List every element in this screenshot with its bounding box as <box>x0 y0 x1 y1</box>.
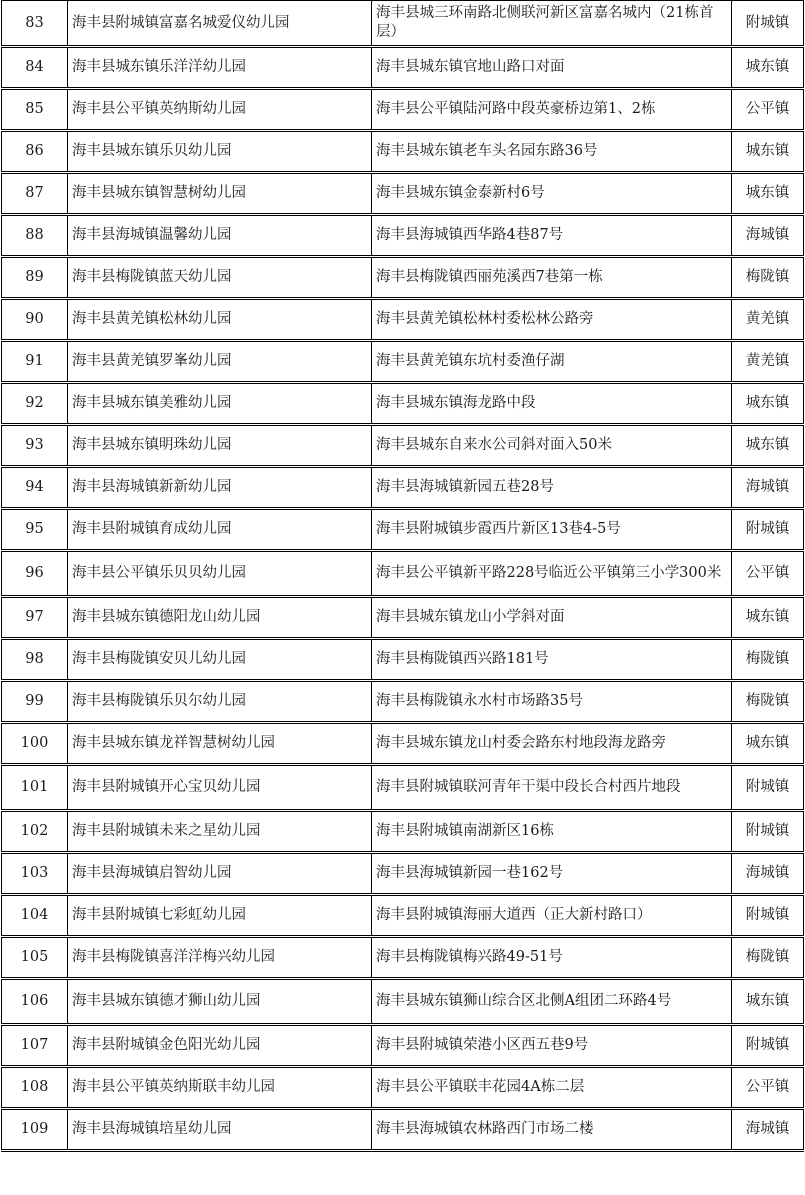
town-name: 海城镇 <box>732 853 804 895</box>
row-number: 94 <box>2 467 68 509</box>
town-name: 海城镇 <box>732 1109 804 1151</box>
town-name: 城东镇 <box>732 131 804 173</box>
row-number: 93 <box>2 425 68 467</box>
row-number: 99 <box>2 681 68 723</box>
row-number: 108 <box>2 1067 68 1109</box>
town-name: 城东镇 <box>732 383 804 425</box>
row-number: 83 <box>2 1 68 47</box>
kindergarten-address: 海丰县城东镇龙山村委会路东村地段海龙路旁 <box>372 723 732 765</box>
kindergarten-name: 海丰县附城镇开心宝贝幼儿园 <box>68 765 372 811</box>
table-row <box>2 895 804 937</box>
kindergarten-address: 海丰县公平镇陆河路中段英豪桥边第1、2栋 <box>372 89 732 131</box>
kindergarten-address: 海丰县海城镇新园五巷28号 <box>372 467 732 509</box>
table-row <box>2 1 804 47</box>
kindergarten-address: 海丰县附城镇联河青年干渠中段长合村西片地段 <box>372 765 732 811</box>
kindergarten-name: 海丰县城东镇明珠幼儿园 <box>68 425 372 467</box>
kindergarten-name: 海丰县梅陇镇喜洋洋梅兴幼儿园 <box>68 937 372 979</box>
row-number: 86 <box>2 131 68 173</box>
row-number: 105 <box>2 937 68 979</box>
kindergarten-name: 海丰县海城镇启智幼儿园 <box>68 853 372 895</box>
kindergarten-address: 海丰县城东镇官地山路口对面 <box>372 47 732 89</box>
town-name: 城东镇 <box>732 47 804 89</box>
table-row <box>2 639 804 681</box>
row-number: 91 <box>2 341 68 383</box>
row-number: 102 <box>2 811 68 853</box>
table-row <box>2 937 804 979</box>
row-number: 98 <box>2 639 68 681</box>
kindergarten-address: 海丰县城东自来水公司斜对面入50米 <box>372 425 732 467</box>
table-row <box>2 509 804 551</box>
table-row <box>2 89 804 131</box>
kindergarten-address: 海丰县城东镇老车头名园东路36号 <box>372 131 732 173</box>
kindergarten-name: 海丰县城东镇德才狮山幼儿园 <box>68 979 372 1025</box>
kindergarten-name: 海丰县城东镇智慧树幼儿园 <box>68 173 372 215</box>
row-number: 100 <box>2 723 68 765</box>
kindergarten-address: 海丰县附城镇海丽大道西（正大新村路口） <box>372 895 732 937</box>
kindergarten-address: 海丰县公平镇新平路228号临近公平镇第三小学300米 <box>372 551 732 597</box>
kindergarten-address: 海丰县附城镇荣港小区西五巷9号 <box>372 1025 732 1067</box>
row-number: 89 <box>2 257 68 299</box>
row-number: 85 <box>2 89 68 131</box>
town-name: 海城镇 <box>732 467 804 509</box>
town-name: 公平镇 <box>732 551 804 597</box>
table-row <box>2 765 804 811</box>
kindergarten-name: 海丰县附城镇七彩虹幼儿园 <box>68 895 372 937</box>
table-row <box>2 1067 804 1109</box>
table-row <box>2 47 804 89</box>
kindergarten-name: 海丰县黄羌镇松林幼儿园 <box>68 299 372 341</box>
kindergarten-name: 海丰县梅陇镇蓝天幼儿园 <box>68 257 372 299</box>
kindergarten-address: 海丰县附城镇南湖新区16栋 <box>372 811 732 853</box>
town-name: 公平镇 <box>732 89 804 131</box>
kindergarten-name: 海丰县城东镇乐贝幼儿园 <box>68 131 372 173</box>
row-number: 95 <box>2 509 68 551</box>
town-name: 附城镇 <box>732 1 804 47</box>
table-row <box>2 723 804 765</box>
kindergarten-address: 海丰县梅陇镇西兴路181号 <box>372 639 732 681</box>
town-name: 梅陇镇 <box>732 681 804 723</box>
row-number: 96 <box>2 551 68 597</box>
row-number: 92 <box>2 383 68 425</box>
kindergarten-address: 海丰县城东镇龙山小学斜对面 <box>372 597 732 639</box>
kindergarten-address: 海丰县海城镇农林路西门市场二楼 <box>372 1109 732 1151</box>
kindergarten-name: 海丰县城东镇龙祥智慧树幼儿园 <box>68 723 372 765</box>
table-row <box>2 257 804 299</box>
kindergarten-address: 海丰县海城镇西华路4巷87号 <box>372 215 732 257</box>
kindergarten-name: 海丰县海城镇温馨幼儿园 <box>68 215 372 257</box>
town-name: 城东镇 <box>732 723 804 765</box>
town-name: 附城镇 <box>732 1025 804 1067</box>
row-number: 90 <box>2 299 68 341</box>
town-name: 海城镇 <box>732 215 804 257</box>
table-row <box>2 1109 804 1151</box>
row-number: 103 <box>2 853 68 895</box>
table-row <box>2 383 804 425</box>
kindergarten-address: 海丰县城东镇金泰新村6号 <box>372 173 732 215</box>
town-name: 梅陇镇 <box>732 639 804 681</box>
kindergarten-name: 海丰县城东镇德阳龙山幼儿园 <box>68 597 372 639</box>
town-name: 黄羌镇 <box>732 299 804 341</box>
row-number: 107 <box>2 1025 68 1067</box>
kindergarten-name: 海丰县城东镇乐洋洋幼儿园 <box>68 47 372 89</box>
kindergarten-address: 海丰县梅陇镇梅兴路49-51号 <box>372 937 732 979</box>
kindergarten-name: 海丰县附城镇未来之星幼儿园 <box>68 811 372 853</box>
kindergarten-address: 海丰县公平镇联丰花园4A栋二层 <box>372 1067 732 1109</box>
table-row <box>2 425 804 467</box>
table-row <box>2 131 804 173</box>
kindergarten-address: 海丰县附城镇步霞西片新区13巷4-5号 <box>372 509 732 551</box>
town-name: 城东镇 <box>732 597 804 639</box>
table-row <box>2 299 804 341</box>
kindergarten-name: 海丰县公平镇英纳斯幼儿园 <box>68 89 372 131</box>
kindergarten-address: 海丰县海城镇新园一巷162号 <box>372 853 732 895</box>
table-row <box>2 811 804 853</box>
town-name: 城东镇 <box>732 425 804 467</box>
kindergarten-name: 海丰县黄羌镇罗峯幼儿园 <box>68 341 372 383</box>
town-name: 城东镇 <box>732 979 804 1025</box>
kindergarten-name: 海丰县附城镇育成幼儿园 <box>68 509 372 551</box>
kindergarten-table <box>1 0 804 1152</box>
town-name: 附城镇 <box>732 811 804 853</box>
table-row <box>2 681 804 723</box>
table-row <box>2 551 804 597</box>
table-row <box>2 597 804 639</box>
row-number: 101 <box>2 765 68 811</box>
town-name: 附城镇 <box>732 895 804 937</box>
table-body <box>2 1 804 1151</box>
row-number: 88 <box>2 215 68 257</box>
kindergarten-address: 海丰县梅陇镇西丽苑溪西7巷第一栋 <box>372 257 732 299</box>
town-name: 公平镇 <box>732 1067 804 1109</box>
town-name: 梅陇镇 <box>732 257 804 299</box>
row-number: 109 <box>2 1109 68 1151</box>
kindergarten-name: 海丰县梅陇镇乐贝尔幼儿园 <box>68 681 372 723</box>
kindergarten-name: 海丰县附城镇金色阳光幼儿园 <box>68 1025 372 1067</box>
table-row <box>2 1025 804 1067</box>
kindergarten-address: 海丰县黄羌镇东坑村委渔仔湖 <box>372 341 732 383</box>
town-name: 附城镇 <box>732 765 804 811</box>
kindergarten-address: 海丰县城东镇海龙路中段 <box>372 383 732 425</box>
kindergarten-name: 海丰县附城镇富嘉名城爱仪幼儿园 <box>68 1 372 47</box>
table-row <box>2 853 804 895</box>
town-name: 附城镇 <box>732 509 804 551</box>
town-name: 梅陇镇 <box>732 937 804 979</box>
table-row <box>2 341 804 383</box>
table-row <box>2 173 804 215</box>
row-number: 87 <box>2 173 68 215</box>
kindergarten-name: 海丰县城东镇美雅幼儿园 <box>68 383 372 425</box>
town-name: 城东镇 <box>732 173 804 215</box>
kindergarten-name: 海丰县梅陇镇安贝儿幼儿园 <box>68 639 372 681</box>
kindergarten-address: 海丰县城东镇狮山综合区北侧A组团二环路4号 <box>372 979 732 1025</box>
row-number: 97 <box>2 597 68 639</box>
row-number: 84 <box>2 47 68 89</box>
table-row <box>2 215 804 257</box>
kindergarten-name: 海丰县公平镇乐贝贝幼儿园 <box>68 551 372 597</box>
row-number: 104 <box>2 895 68 937</box>
kindergarten-address: 海丰县梅陇镇永水村市场路35号 <box>372 681 732 723</box>
table-row <box>2 467 804 509</box>
kindergarten-address: 海丰县黄羌镇松林村委松林公路旁 <box>372 299 732 341</box>
kindergarten-name: 海丰县海城镇培星幼儿园 <box>68 1109 372 1151</box>
row-number: 106 <box>2 979 68 1025</box>
kindergarten-address: 海丰县城三环南路北侧联河新区富嘉名城内（21栋首层） <box>372 1 732 47</box>
kindergarten-name: 海丰县公平镇英纳斯联丰幼儿园 <box>68 1067 372 1109</box>
table-row <box>2 979 804 1025</box>
town-name: 黄羌镇 <box>732 341 804 383</box>
kindergarten-name: 海丰县海城镇新新幼儿园 <box>68 467 372 509</box>
